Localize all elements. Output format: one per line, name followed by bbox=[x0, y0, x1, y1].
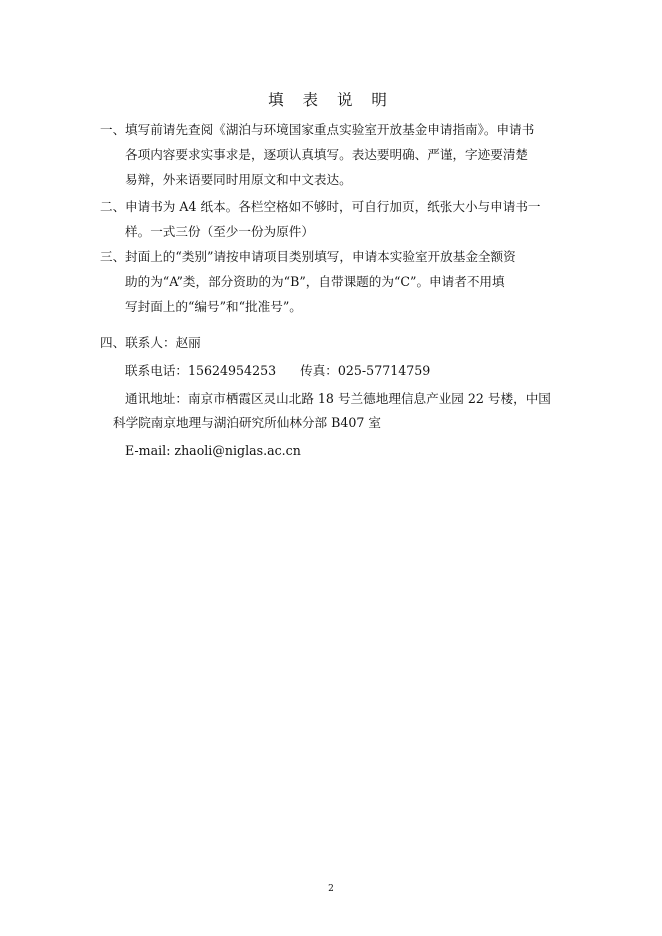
item-line: 易辩，外来语要同时用原文和中文表达。 bbox=[125, 172, 352, 187]
contact-phone-fax-row bbox=[125, 358, 430, 383]
item-body bbox=[125, 244, 562, 319]
instruction-item-2 bbox=[100, 194, 562, 244]
item-line: 助的为“A”类，部分资助的为“B”，自带课题的为“C”。申请者不用填 bbox=[125, 274, 505, 289]
page-title: 填 表 说 明 bbox=[268, 91, 394, 109]
contact-phone: 联系电话：15624954253 bbox=[125, 363, 277, 378]
item-number: 二、 bbox=[100, 199, 126, 214]
item-line: 各项内容要求实事求是，逐项认真填写。表达要明确、严谨，字迹要清楚 bbox=[125, 147, 528, 162]
contact-fax: 传真：025-57714759 bbox=[300, 363, 431, 378]
item-line: 样。一式三份（至少一份为原件） bbox=[125, 224, 314, 239]
item-line: 封面上的“类别”请按申请项目类别填写，申请本实验室开放基金全额资 bbox=[125, 249, 516, 264]
item-body bbox=[125, 117, 562, 192]
contact-heading: 四、联系人：赵丽 bbox=[100, 335, 201, 350]
instruction-item-1 bbox=[100, 117, 562, 192]
instruction-item-3 bbox=[100, 244, 562, 319]
contact-address-line-1: 通讯地址：南京市栖霞区灵山北路 18 号兰德地理信息产业园 22 号楼，中国 bbox=[125, 391, 551, 406]
item-line: 填写前请先查阅《湖泊与环境国家重点实验室开放基金申请指南》。申请书 bbox=[125, 122, 535, 137]
contact-address-line-2: 科学院南京地理与湖泊研究所仙林分部 B407 室 bbox=[113, 415, 381, 430]
item-line: 申请书为 A4 纸本。各栏空格如不够时，可自行加页，纸张大小与申请书一 bbox=[125, 199, 541, 214]
page-number: 2 bbox=[328, 884, 334, 894]
item-number: 一、 bbox=[100, 122, 126, 137]
contact-email: E-mail: zhaoli@niglas.ac.cn bbox=[125, 443, 301, 458]
item-body bbox=[125, 194, 562, 244]
item-line: 写封面上的“编号”和“批准号”。 bbox=[125, 299, 302, 314]
item-number: 三、 bbox=[100, 249, 126, 264]
